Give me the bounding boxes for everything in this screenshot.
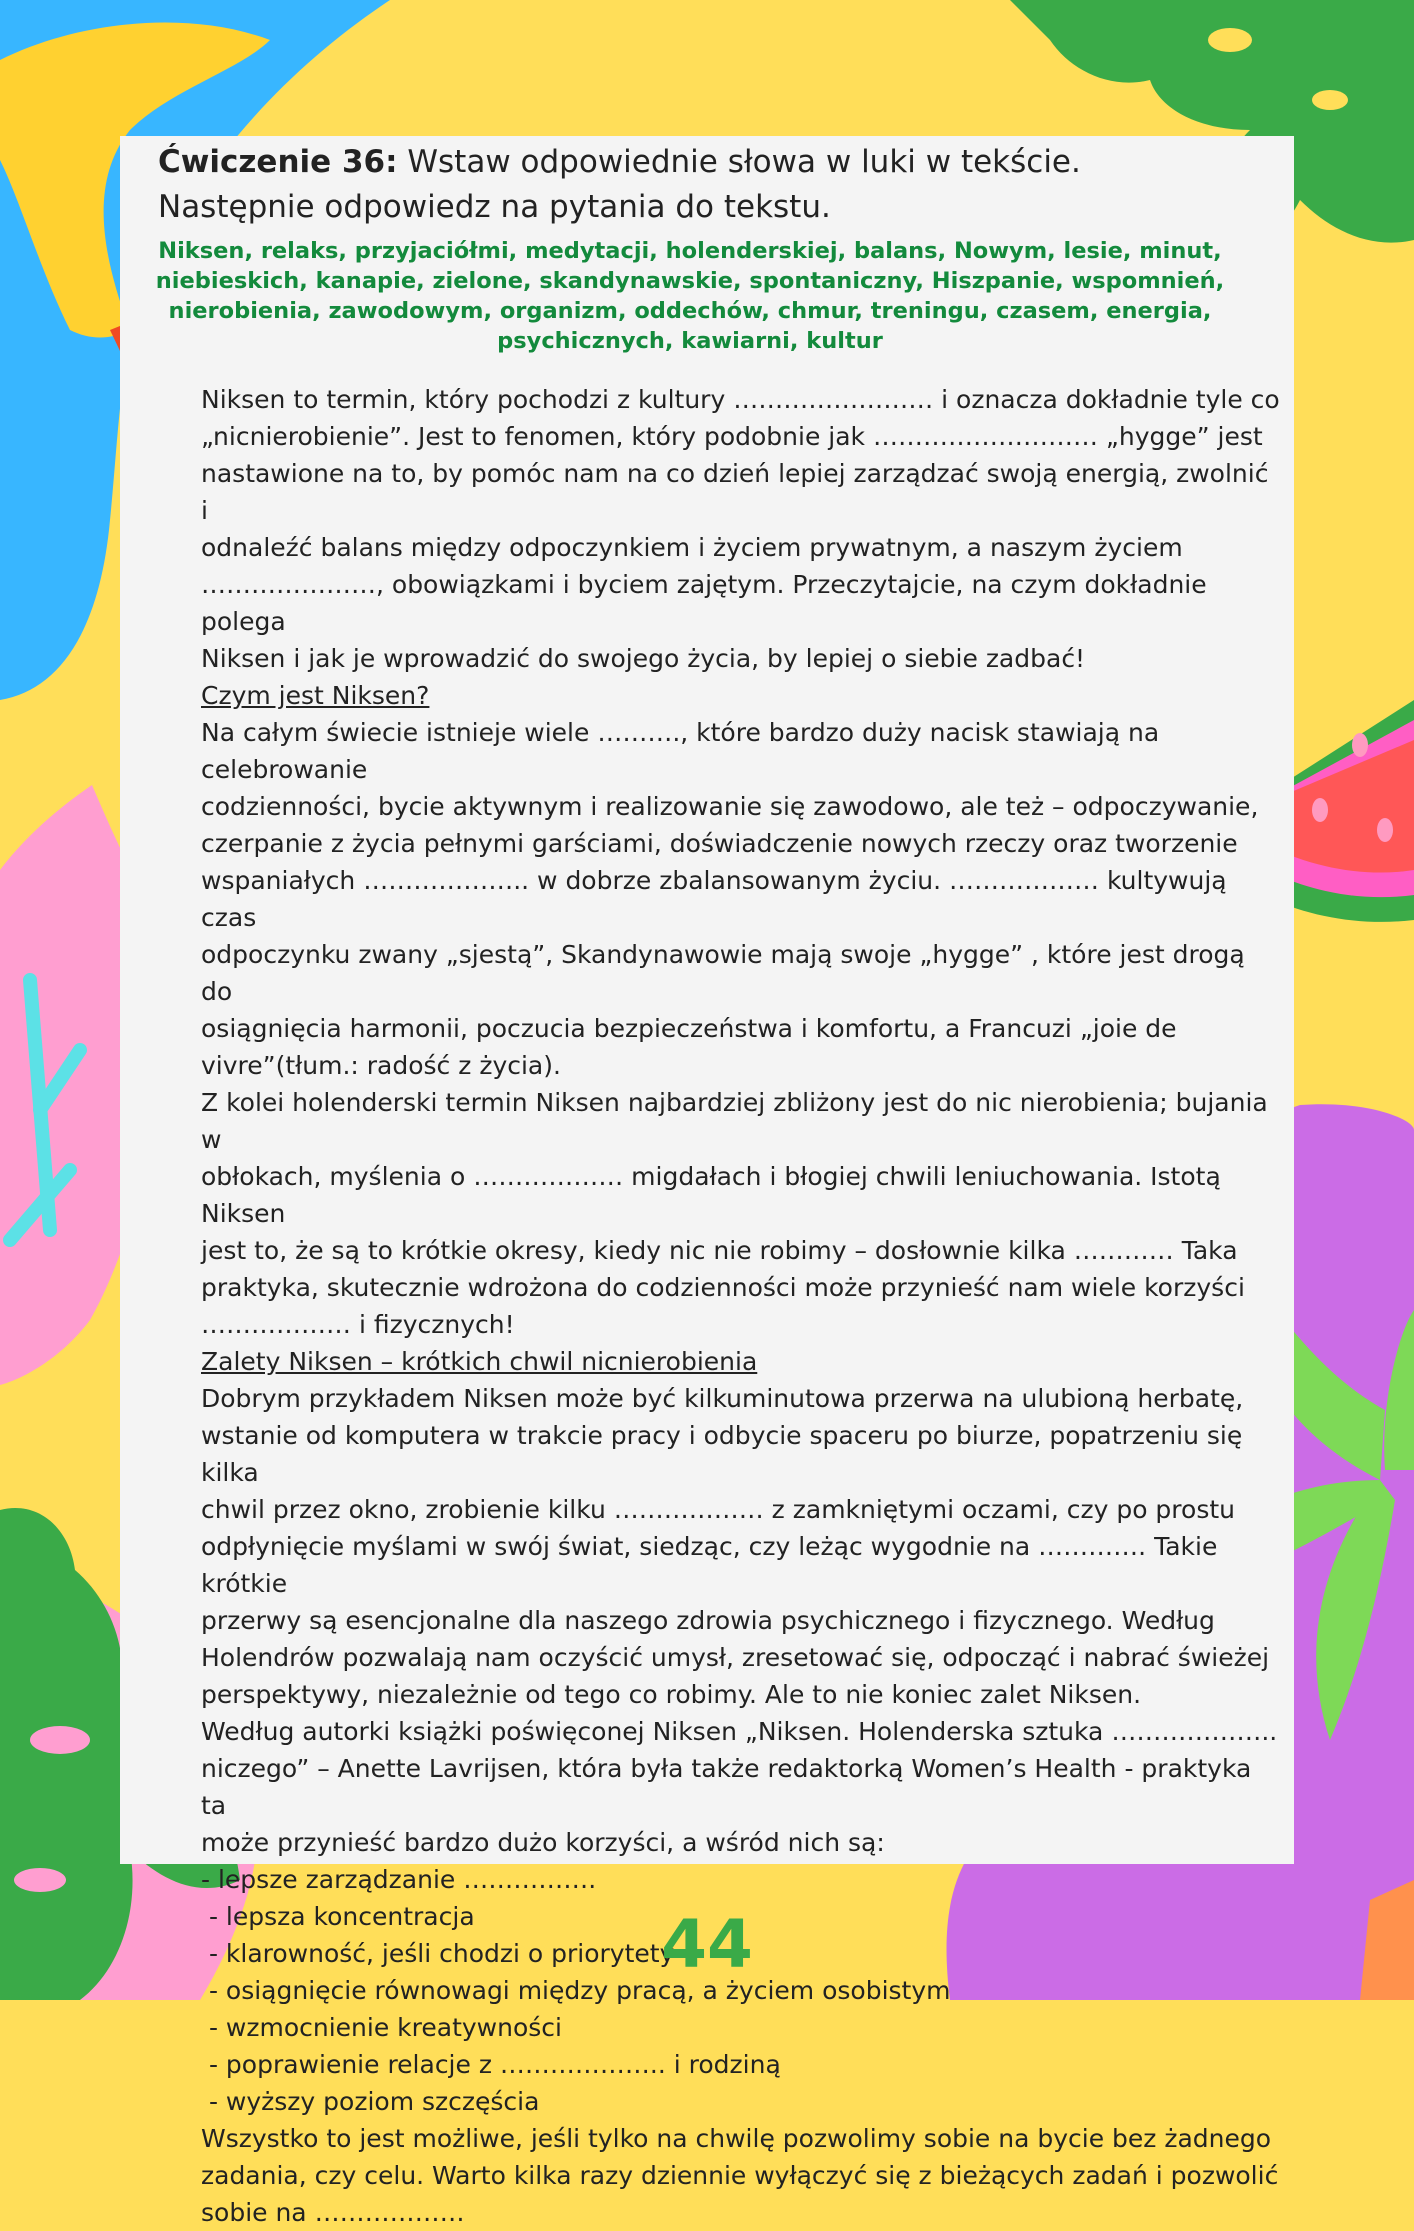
exercise-title: [158, 140, 1258, 230]
text-line: czerpanie z życia pełnymi garściami, doświadczenie nowych rzeczy oraz tworzenie: [201, 829, 1238, 858]
text-line: wstanie od komputera w trakcie pracy i odbycie spaceru po biurze, popatrzeniu się kilka: [201, 1421, 1243, 1487]
text-line: może przynieść bardzo dużo korzyści, a wśród nich są:: [201, 1828, 885, 1857]
exercise-number: Ćwiczenie 36:: [158, 144, 398, 180]
word-bank-line: nierobienia, zawodowym, organizm, oddechów, chmur, treningu, czasem, energia,: [168, 298, 1212, 324]
exercise-instruction-2: Następnie odpowiedz na pytania do tekstu.: [158, 189, 831, 225]
text-line: nastawione na to, by pomóc nam na co dzień lepiej zarządzać swoją energią, zwolnić i: [201, 459, 1269, 525]
text-line: odpoczynku zwany „sjestą”, Skandynawowie mają swoje „hygge” , które jest drogą do: [201, 940, 1245, 1006]
text-line: praktyka, skutecznie wdrożona do codzienności może przynieść nam wiele korzyści: [201, 1273, 1245, 1302]
benefit-item: - wyższy poziom szczęścia: [201, 2087, 540, 2116]
text-line: „nicnierobienie”. Jest to fenomen, który podobnie jak ……………………… „hygge” jest: [201, 422, 1263, 451]
text-line: Na całym świecie istnieje wiele ………., które bardzo duży nacisk stawiają na celebrowanie: [201, 718, 1160, 784]
benefit-item: - osiągnięcie równowagi między pracą, a życiem osobistym: [201, 1976, 951, 2005]
word-bank-line: niebieskich, kanapie, zielone, skandynawskie, spontaniczny, Hiszpanie, wspomnień,: [155, 268, 1225, 294]
text-line: osiągnięcia harmonii, poczucia bezpieczeństwa i komfortu, a Francuzi „joie de: [201, 1014, 1177, 1043]
exercise-title-line-1: [158, 140, 1258, 185]
word-bank-line: psychicznych, kawiarni, kultur: [497, 328, 883, 354]
word-bank-line: Niksen, relaks, przyjaciółmi, medytacji, holenderskiej, balans, Nowym, lesie, minut,: [158, 238, 1222, 264]
text-line: Niksen i jak je wprowadzić do swojego życia, by lepiej o siebie zadbać!: [201, 644, 1086, 673]
text-line: wspaniałych ……………….. w dobrze zbalansowanym życiu. ……………… kultywują czas: [201, 866, 1227, 932]
text-line: obłokach, myślenia o ……………… migdałach i błogiej chwili leniuchowania. Istotą Niksen: [201, 1162, 1221, 1228]
section-heading-what-is-niksen: Czym jest Niksen?: [201, 681, 430, 710]
text-line: Według autorki książki poświęconej Niksen „Niksen. Holenderska sztuka ………………..: [201, 1717, 1278, 1746]
text-line: vivre”(tłum.: radość z życia).: [201, 1051, 561, 1080]
text-line: Z kolei holenderski termin Niksen najbardziej zbliżony jest do nic nierobienia; bujania w: [201, 1088, 1268, 1154]
text-line: przerwy są esencjonalne dla naszego zdrowia psychicznego i fizycznego. Według: [201, 1606, 1215, 1635]
text-line: odpłynięcie myślami w swój świat, siedząc, czy leżąc wygodnie na …………. Takie krótkie: [201, 1532, 1218, 1598]
text-line: Wszystko to jest możliwe, jeśli tylko na chwilę pozwolimy sobie na bycie bez żadnego: [201, 2124, 1272, 2153]
text-line: Holendrów pozwalają nam oczyścić umysł, zresetować się, odpocząć i nabrać świeżej: [201, 1643, 1270, 1672]
benefit-item: - poprawienie relacje z ……………….. i rodziną: [201, 2050, 781, 2079]
text-line: …………………, obowiązkami i byciem zajętym. Przeczytajcie, na czym dokładnie polega: [201, 570, 1207, 636]
exercise-instruction-1: Wstaw odpowiednie słowa w luki w tekście.: [397, 144, 1081, 180]
benefit-item: - lepsze zarządzanie …………….: [201, 1865, 597, 1894]
text-line: ……………… i fizycznych!: [201, 1310, 515, 1339]
benefit-item: - klarowność, jeśli chodzi o priorytety: [201, 1939, 675, 1968]
text-line: Dobrym przykładem Niksen może być kilkuminutowa przerwa na ulubioną herbatę,: [201, 1384, 1244, 1413]
text-line: zadania, czy celu. Warto kilka razy dziennie wyłączyć się z bieżących zadań i pozwolić: [201, 2161, 1279, 2190]
text-line: niczego” – Anette Lavrijsen, która była także redaktorką Women’s Health - praktyka ta: [201, 1754, 1252, 1820]
text-line: sobie na ………………: [201, 2198, 465, 2227]
text-line: perspektywy, niezależnie od tego co robimy. Ale to nie koniec zalet Niksen.: [201, 1680, 1142, 1709]
section-heading-benefits: Zalety Niksen – krótkich chwil nicnierobienia: [201, 1347, 758, 1376]
page-number: 44: [661, 1906, 753, 1983]
text-line: odnaleźć balans między odpoczynkiem i życiem prywatnym, a naszym życiem: [201, 533, 1183, 562]
benefit-item: - lepsza koncentracja: [201, 1902, 475, 1931]
benefit-item: - wzmocnienie kreatywności: [201, 2013, 562, 2042]
text-line: Niksen to termin, który pochodzi z kultury …………………… i oznacza dokładnie tyle co: [201, 385, 1280, 414]
text-line: codzienności, bycie aktywnym i realizowanie się zawodowo, ale też – odpoczywanie,: [201, 792, 1259, 821]
text-line: chwil przez okno, zrobienie kilku ……………… z zamkniętymi oczami, czy po prostu: [201, 1495, 1235, 1524]
word-bank: [150, 236, 1230, 356]
text-line: jest to, że są to krótkie okresy, kiedy nic nie robimy – dosłownie kilka ………… Taka: [201, 1236, 1238, 1265]
